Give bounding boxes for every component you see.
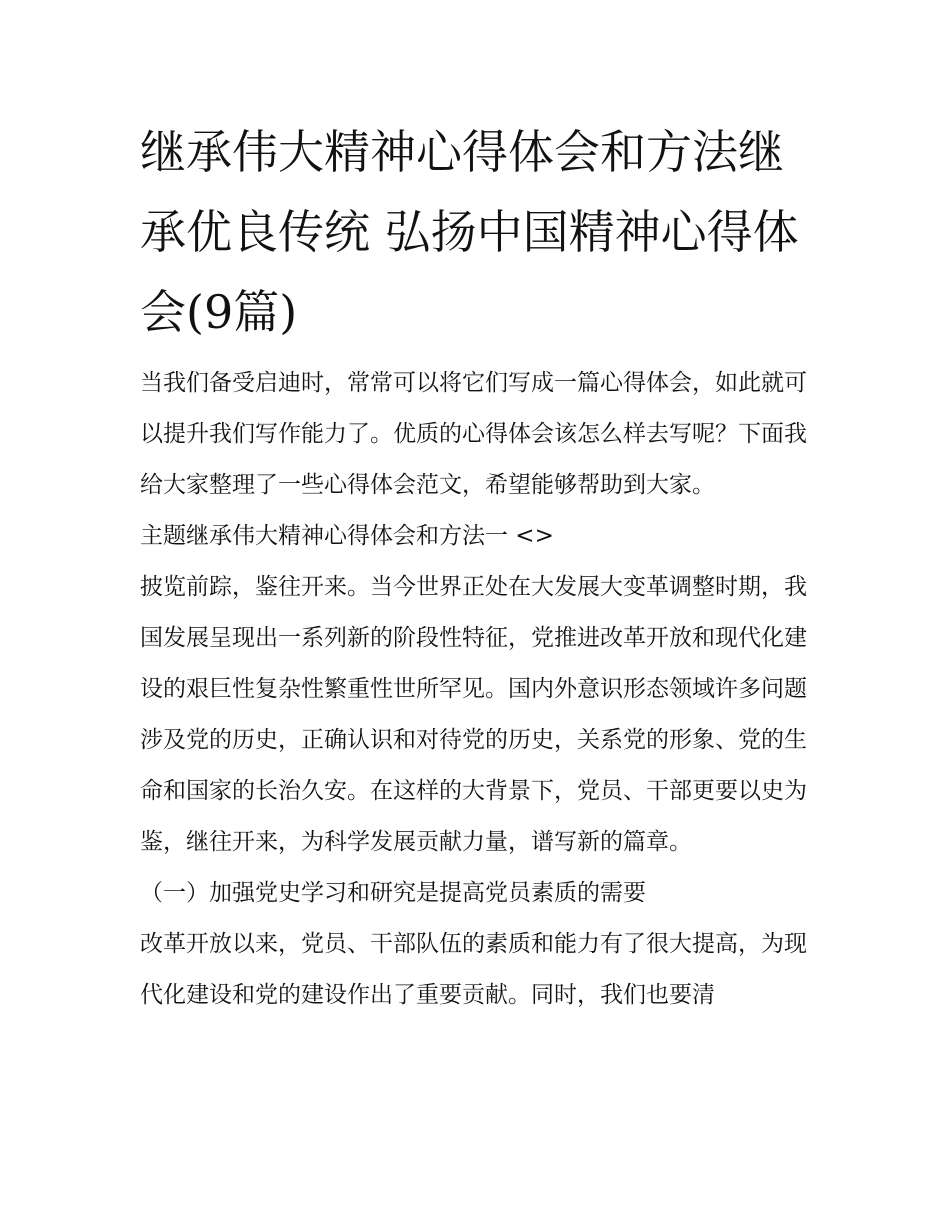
document-title: 继承伟大精神心得体会和方法继承优良传统 弘扬中国精神心得体会(9篇) bbox=[140, 125, 799, 339]
body-paragraph-2: 改革开放以来，党员、干部队伍的素质和能力有了很大提高，为现代化建设和党的建设作出了重要贡献。同时，我们也要清 bbox=[140, 931, 807, 1008]
body-paragraph-1: 披览前踪，鉴往开来。当今世界正处在大发展大变革调整时期，我国发展呈现出一系列新的阶段性特征，党推进改革开放和现代化建设的艰巨性复杂性繁重性世所罕见。国内外意识形态领域许多问题涉及党的历史，正确认识和对待党的历史，关系党的形象、党的生命和国家的长治久安。在这样的大背景下，党员、干部更要以史为鉴，继往开来，为科学发展贡献力量，谱写新的篇章。 bbox=[140, 574, 807, 855]
section-heading: 主题继承伟大精神心得体会和方法一 <> bbox=[140, 523, 554, 549]
intro-paragraph: 当我们备受启迪时，常常可以将它们写成一篇心得体会，如此就可以提升我们写作能力了。优质的心得体会该怎么样去写呢？下面我给大家整理了一些心得体会范文，希望能够帮助到大家。 bbox=[140, 370, 807, 498]
document-page bbox=[140, 112, 820, 1021]
subheading-1: （一）加强党史学习和研究是提高党员素质的需要 bbox=[140, 880, 646, 906]
